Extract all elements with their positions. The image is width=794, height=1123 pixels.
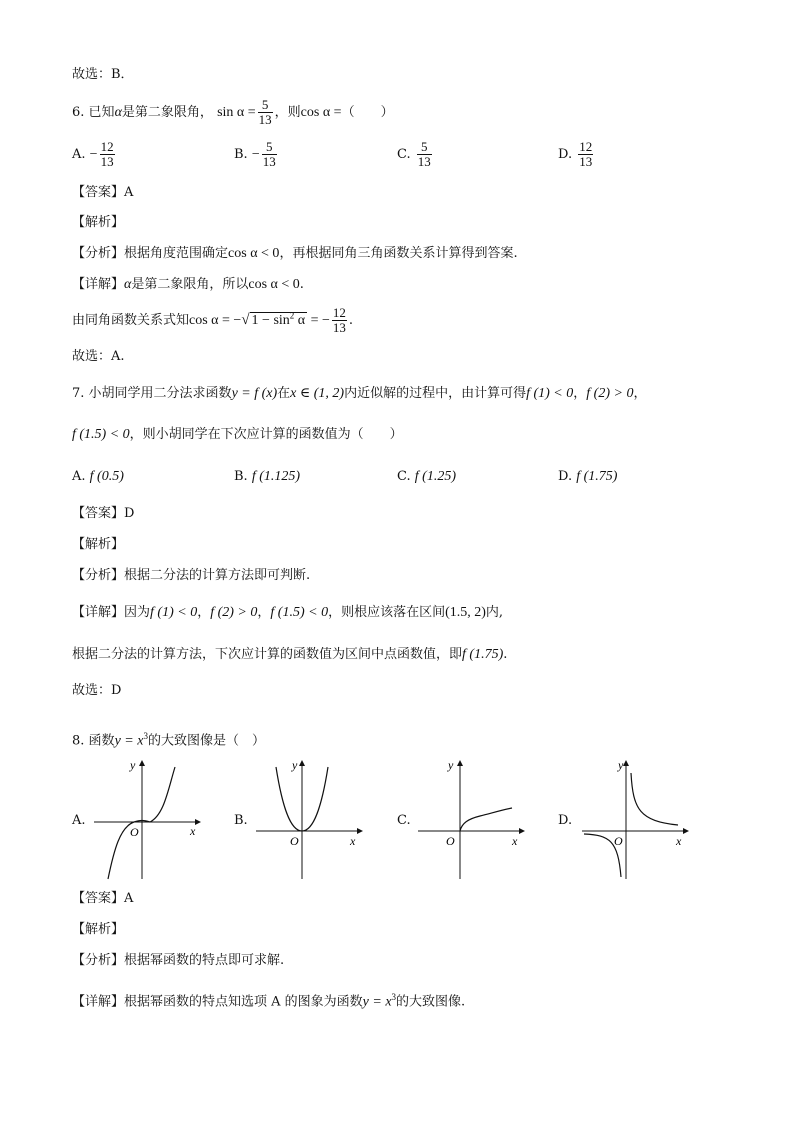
option-label: D. (558, 469, 573, 484)
option-value: f (1.125) (251, 469, 301, 484)
curve-hyperbola-right (631, 773, 678, 825)
q7-number: 7. (72, 386, 85, 401)
answer-tag: 【答案】 (72, 506, 125, 521)
sqrt-body (250, 312, 308, 328)
frac-num: 5 (417, 140, 432, 155)
detail-end: . (299, 277, 304, 292)
q8-sup: 3 (143, 731, 148, 741)
option-label: D. (558, 147, 573, 162)
answer-tag: 【答案】 (72, 185, 125, 200)
q6-cos-expr: cos α = (300, 105, 342, 120)
origin-label: O (614, 834, 623, 848)
q8-math: y = x (114, 733, 144, 749)
q8-label-a: A. (72, 813, 86, 828)
prev-answer-line: 故选：B． (72, 67, 134, 82)
detail-comma-2: ， (257, 605, 271, 620)
detail-tag: 【详解】 (72, 277, 125, 292)
q8-answer (72, 890, 133, 908)
q6-text-2: 是第二象限角， (121, 105, 213, 120)
q6-number: 6. (72, 105, 85, 120)
q7-detail-2 (72, 646, 507, 664)
option-value: f (0.5) (89, 469, 124, 484)
q6-jiexi: 【解析】 (72, 215, 125, 230)
q8-label-b: B. (234, 813, 248, 828)
y-label: y (448, 758, 454, 772)
origin-label: O (446, 834, 455, 848)
q7-comma: ， (573, 386, 587, 401)
question-6 (72, 98, 394, 127)
option-label: C. (397, 469, 411, 484)
derivation-end: . (348, 313, 354, 328)
analysis-text: 根据幂函数的特点即可求解. (124, 953, 285, 968)
q7-option-c (397, 468, 456, 486)
question-8 (72, 727, 265, 750)
option-label: B. (234, 469, 248, 484)
derivation-fraction (332, 306, 347, 335)
detail-tag: 【详解】 (72, 605, 125, 620)
q8-analysis (72, 952, 284, 970)
detail-tag: 【详解】 (72, 994, 125, 1010)
option-label: C. (397, 147, 411, 162)
detail-math-3: f (1.5) < 0 (270, 605, 329, 620)
analysis-math: cos α < 0 (228, 246, 280, 261)
analysis-tag: 【分析】 (72, 246, 125, 261)
option-fraction (578, 140, 593, 169)
question-7 (72, 385, 646, 403)
q7-text-2: 在 (277, 386, 291, 401)
detail-math: f (1.75) (462, 647, 504, 662)
q7-final: 故选：D (72, 683, 122, 698)
graph-c (414, 755, 529, 883)
frac-num: 12 (579, 139, 593, 154)
detail-math: cos α < 0 (248, 277, 300, 292)
detail-math-1: f (1) < 0 (150, 605, 198, 620)
q7-math-1: y = f (x) (231, 386, 278, 401)
q6-frac-num: 5 (258, 98, 273, 113)
q8-label-d: D. (558, 813, 573, 828)
q7-analysis (72, 567, 310, 585)
q7-math-5: f (1.5) < 0 (72, 427, 130, 442)
derivation-eq: = − (307, 313, 330, 328)
frac-den: 13 (417, 154, 431, 169)
q6-detail (72, 276, 304, 294)
answer-tag: 【答案】 (72, 891, 125, 906)
y-label: y (292, 758, 298, 772)
option-label: B. (234, 147, 248, 162)
answer-value: D (124, 506, 135, 521)
question-7-cont (72, 426, 403, 444)
detail-text: 根据幂函数的特点知选项 A 的图象为函数 (124, 994, 363, 1010)
x-label: x (512, 834, 518, 848)
sqrt-text: 1 − sin (251, 313, 290, 328)
detail-math-2: f (2) > 0 (210, 605, 258, 620)
frac-den: 13 (579, 154, 593, 169)
q7-detail (72, 604, 503, 622)
option-label: A. (72, 469, 86, 484)
q7-answer (72, 505, 134, 523)
y-label: y (130, 758, 136, 772)
graph-b (252, 755, 367, 883)
answer-value: A (124, 185, 134, 200)
q7-option-b (234, 468, 300, 486)
sqrt-sign: √ (241, 312, 250, 328)
q6-text-3: ，则 (274, 105, 301, 120)
curve-root (460, 808, 512, 831)
q6-paren: （ ） (341, 105, 394, 120)
option-fraction (417, 140, 432, 169)
q6-alpha: α (114, 105, 122, 120)
option-label: A. (72, 147, 86, 162)
q8-detail (72, 988, 465, 1011)
detail-math: y = x (362, 994, 392, 1010)
q7-option-d (558, 468, 617, 486)
q7-math-2: x ∈ (1, 2) (290, 386, 345, 401)
graph-a (90, 755, 205, 883)
y-label: y (618, 758, 624, 772)
q7-math-3: f (1) < 0 (526, 386, 574, 401)
q7-text-4: ，则小胡同学在下次应计算的函数值为（ ） (129, 427, 403, 442)
detail-text-2: 的大致图像. (396, 994, 466, 1010)
q8-text: 函数 (88, 733, 115, 749)
q7-comma-2: ， (633, 386, 647, 401)
q7-jiexi: 【解析】 (72, 537, 125, 552)
q6-option-d (558, 140, 595, 169)
q6-fraction (258, 98, 273, 127)
derivation-math: cos α = − (189, 313, 242, 328)
derivation-text: 由同角函数关系式知 (72, 313, 190, 328)
frac-den: 13 (262, 154, 276, 169)
detail-text: 因为 (124, 605, 151, 620)
analysis-text: 根据角度范围确定 (124, 246, 229, 261)
x-label: x (676, 834, 682, 848)
frac-num: 12 (100, 139, 114, 154)
frac-den: 13 (332, 320, 346, 335)
q6-analysis (72, 245, 518, 263)
sqrt-sup: 2 (289, 310, 295, 321)
detail-text-3: 内, (485, 605, 504, 620)
q6-sin-expr: sin α = (217, 105, 256, 120)
q6-option-b (234, 140, 279, 169)
detail-comma: ， (197, 605, 211, 620)
option-fraction (262, 140, 277, 169)
detail-text: 是第二象限角，所以 (131, 277, 249, 292)
detail-alpha: α (124, 277, 132, 292)
origin-label: O (290, 834, 299, 848)
option-sign: − (251, 147, 260, 162)
analysis-text-2: ，再根据同角三角函数关系计算得到答案. (279, 246, 518, 261)
q8-jiexi: 【解析】 (72, 922, 125, 937)
frac-den: 13 (100, 154, 114, 169)
frac-num: 12 (332, 305, 346, 320)
frac-num: 5 (262, 140, 277, 155)
sqrt-alpha: α (294, 313, 306, 328)
option-value: f (1.75) (576, 469, 618, 484)
q8-number: 8. (72, 733, 85, 749)
x-label: x (350, 834, 356, 848)
q6-answer (72, 184, 133, 202)
q6-derivation (72, 306, 353, 335)
q6-option-c (397, 140, 434, 169)
option-fraction (100, 140, 115, 169)
analysis-text: 根据二分法的计算方法即可判断. (124, 568, 311, 583)
analysis-tag: 【分析】 (72, 568, 125, 583)
detail-text: 根据二分法的计算方法，下次应计算的函数值为区间中点函数值，即 (72, 647, 463, 662)
detail-end: . (503, 647, 508, 662)
graph-d (578, 755, 693, 883)
option-value: f (1.25) (414, 469, 456, 484)
option-sign: − (89, 147, 98, 162)
q7-math-4: f (2) > 0 (586, 386, 634, 401)
detail-text-2: ，则根应该落在区间 (328, 605, 446, 620)
q6-final: 故选：A. (72, 349, 125, 364)
q7-text: 小胡同学用二分法求函数 (88, 386, 232, 401)
q7-text-3: 内近似解的过程中，由计算可得 (344, 386, 527, 401)
q8-text-2: 的大致图像是（ ） (147, 733, 265, 749)
analysis-tag: 【分析】 (72, 953, 125, 968)
q6-text: 已知 (88, 105, 115, 120)
x-label: x (190, 824, 196, 838)
detail-interval: (1.5, 2) (445, 605, 486, 620)
answer-value: A (124, 891, 134, 906)
q6-option-a (72, 140, 117, 169)
q6-frac-den: 13 (258, 112, 272, 127)
detail-sup: 3 (391, 992, 397, 1002)
q7-option-a (72, 468, 124, 486)
q8-label-c: C. (397, 813, 411, 828)
origin-label: O (130, 825, 139, 839)
